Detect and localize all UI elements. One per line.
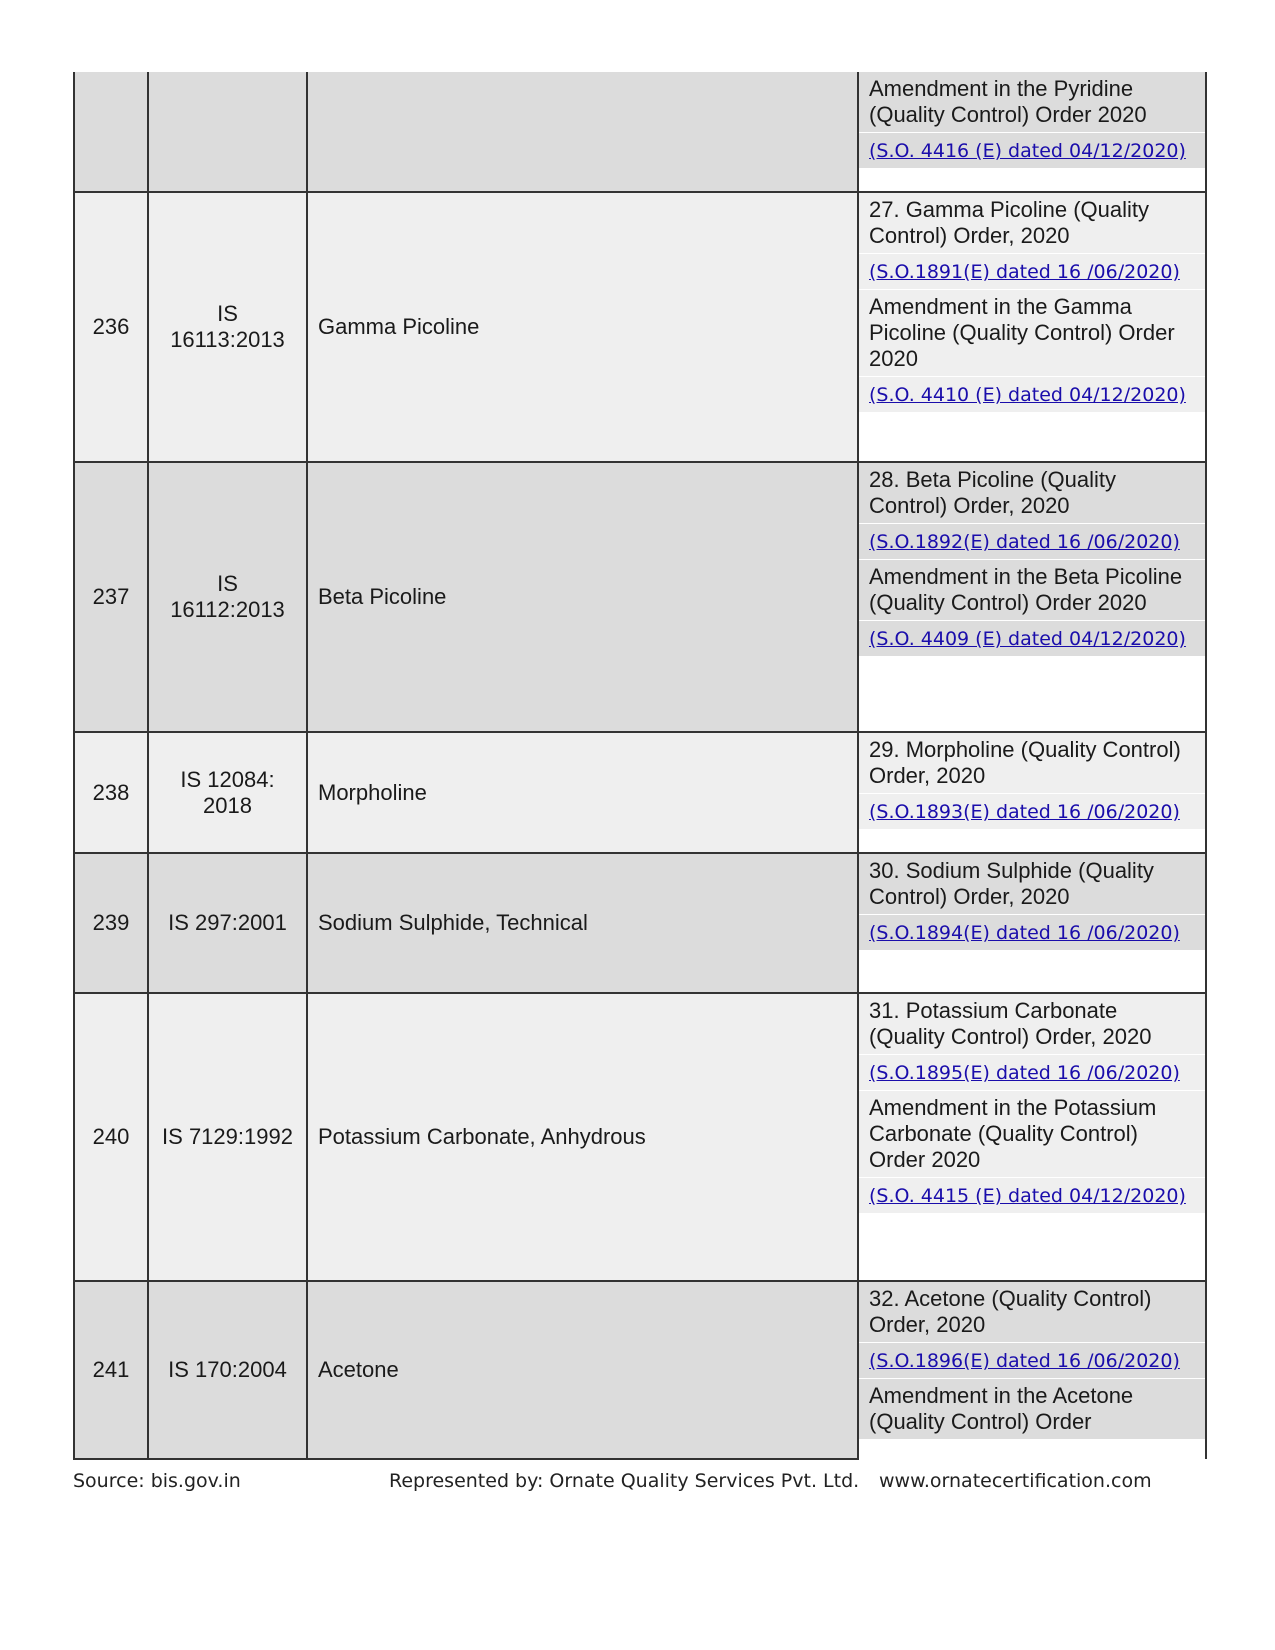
standard-cell: IS 170:2004 (148, 1281, 307, 1459)
notification-link[interactable]: (S.O. 4415 (E) dated 04/12/2020) (869, 1185, 1186, 1207)
order-title: 27. Gamma Picoline (Quality Control) Order, 2020 (859, 193, 1205, 253)
notification-link-block (859, 523, 1205, 559)
order-title: Amendment in the Pyridine (Quality Control) Order 2020 (859, 72, 1205, 132)
standard-cell: IS 297:2001 (148, 853, 307, 993)
notification-link[interactable]: (S.O. 4409 (E) dated 04/12/2020) (869, 628, 1186, 650)
serial-number-cell: 239 (74, 853, 148, 993)
footer-represented-by: Represented by: Ornate Quality Services Pvt. Ltd. (389, 1470, 860, 1492)
notification-link[interactable]: (S.O.1892(E) dated 16 /06/2020) (869, 531, 1180, 553)
order-title: 32. Acetone (Quality Control) Order, 2020 (859, 1282, 1205, 1342)
qco-orders-cell (858, 853, 1206, 993)
qco-table (73, 72, 1207, 1460)
order-title: 29. Morpholine (Quality Control) Order, 2020 (859, 733, 1205, 793)
product-cell: Morpholine (307, 732, 858, 853)
standard-cell: IS 16113:2013 (148, 192, 307, 462)
qco-orders-cell (858, 72, 1206, 192)
product-cell: Sodium Sulphide, Technical (307, 853, 858, 993)
notification-link[interactable]: (S.O.1895(E) dated 16 /06/2020) (869, 1062, 1180, 1084)
order-title: 28. Beta Picoline (Quality Control) Order, 2020 (859, 463, 1205, 523)
notification-link[interactable]: (S.O.1894(E) dated 16 /06/2020) (869, 922, 1180, 944)
notification-link-block (859, 1177, 1205, 1213)
standard-cell (148, 72, 307, 192)
product-cell: Potassium Carbonate, Anhydrous (307, 993, 858, 1281)
notification-link[interactable]: (S.O.1891(E) dated 16 /06/2020) (869, 261, 1180, 283)
product-cell: Acetone (307, 1281, 858, 1459)
serial-number-cell: 236 (74, 192, 148, 462)
qco-orders-cell (858, 993, 1206, 1281)
notification-link-block (859, 376, 1205, 412)
notification-link[interactable]: (S.O. 4416 (E) dated 04/12/2020) (869, 140, 1186, 162)
table-row (74, 192, 1206, 462)
table-row (74, 72, 1206, 192)
notification-link-block (859, 1054, 1205, 1090)
notification-link[interactable]: (S.O. 4410 (E) dated 04/12/2020) (869, 384, 1186, 406)
standard-cell: IS 7129:1992 (148, 993, 307, 1281)
serial-number-cell: 238 (74, 732, 148, 853)
footer-source: Source: bis.gov.in (73, 1470, 241, 1492)
qco-table-wrapper (73, 72, 1205, 1460)
serial-number-cell: 240 (74, 993, 148, 1281)
table-row (74, 993, 1206, 1281)
footer-website: www.ornatecertification.com (879, 1470, 1152, 1492)
table-body (74, 72, 1206, 1459)
table-row (74, 1281, 1206, 1459)
notification-link-block (859, 132, 1205, 168)
product-cell (307, 72, 858, 192)
notification-link-block (859, 793, 1205, 829)
notification-link-block (859, 914, 1205, 950)
order-title: Amendment in the Beta Picoline (Quality Control) Order 2020 (859, 559, 1205, 620)
notification-link-block (859, 253, 1205, 289)
notification-link[interactable]: (S.O.1893(E) dated 16 /06/2020) (869, 801, 1180, 823)
table-row (74, 462, 1206, 732)
order-title: Amendment in the Acetone (Quality Control) Order (859, 1378, 1205, 1439)
serial-number-cell (74, 72, 148, 192)
qco-orders-cell (858, 1281, 1206, 1459)
product-cell: Beta Picoline (307, 462, 858, 732)
notification-link-block (859, 620, 1205, 656)
order-title: Amendment in the Gamma Picoline (Quality Control) Order 2020 (859, 289, 1205, 376)
serial-number-cell: 237 (74, 462, 148, 732)
qco-orders-cell (858, 732, 1206, 853)
order-title: Amendment in the Potassium Carbonate (Quality Control) Order 2020 (859, 1090, 1205, 1177)
notification-link[interactable]: (S.O.1896(E) dated 16 /06/2020) (869, 1350, 1180, 1372)
standard-cell: IS 16112:2013 (148, 462, 307, 732)
product-cell: Gamma Picoline (307, 192, 858, 462)
order-title: 30. Sodium Sulphide (Quality Control) Order, 2020 (859, 854, 1205, 914)
qco-orders-cell (858, 462, 1206, 732)
serial-number-cell: 241 (74, 1281, 148, 1459)
table-row (74, 732, 1206, 853)
notification-link-block (859, 1342, 1205, 1378)
qco-orders-cell (858, 192, 1206, 462)
table-row (74, 853, 1206, 993)
order-title: 31. Potassium Carbonate (Quality Control) Order, 2020 (859, 994, 1205, 1054)
standard-cell: IS 12084: 2018 (148, 732, 307, 853)
